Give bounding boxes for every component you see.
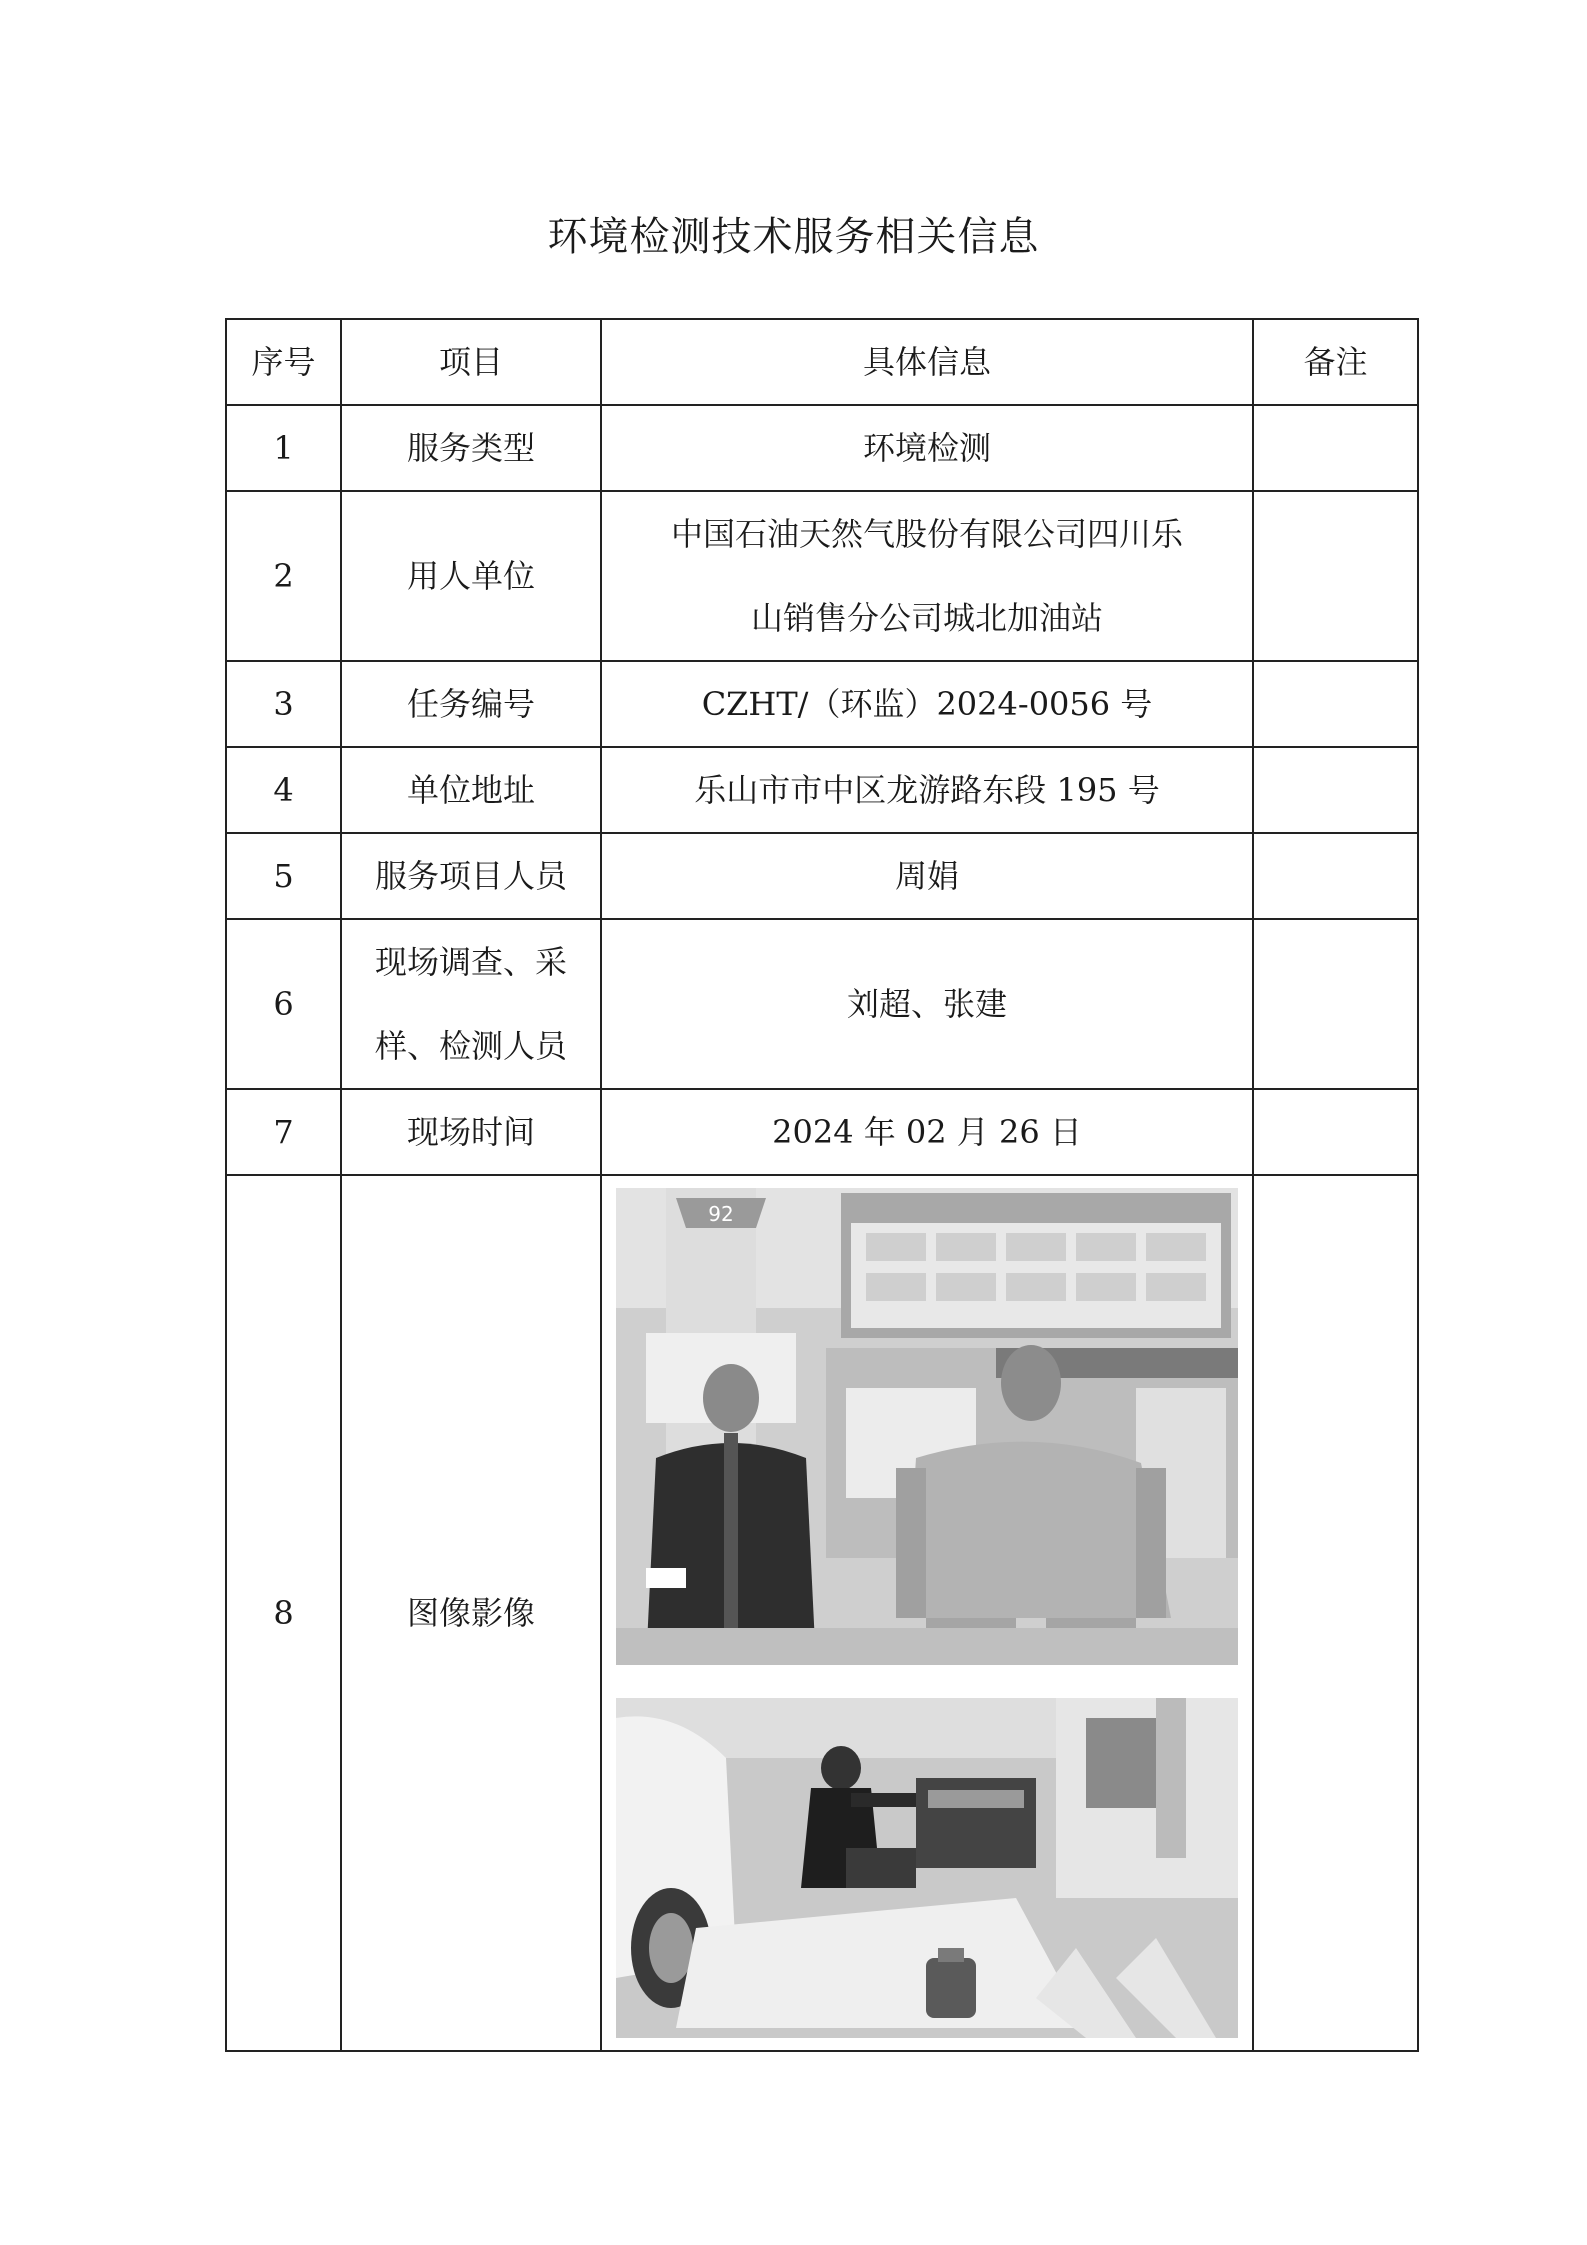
row-remark (1253, 747, 1418, 833)
row-remark (1253, 1089, 1418, 1175)
row-remark (1253, 661, 1418, 747)
row-item: 用人单位 (341, 491, 601, 661)
row-info: 乐山市市中区龙游路东段 195 号 (601, 747, 1253, 833)
row-info: CZHT/（环监）2024-0056 号 (601, 661, 1253, 747)
header-remark: 备注 (1253, 319, 1418, 405)
table-row (226, 1089, 1418, 1175)
row-info-line2: 山销售分公司城北加油站 (750, 599, 1103, 637)
header-item: 项目 (341, 319, 601, 405)
row-no: 7 (226, 1089, 341, 1175)
row-no: 6 (226, 919, 341, 1089)
row-item-line2: 样、检测人员 (374, 1027, 567, 1065)
row-remark (1253, 491, 1418, 661)
row-remark (1253, 405, 1418, 491)
row-no: 8 (226, 1175, 341, 2051)
row-remark (1253, 1175, 1418, 2051)
row-no: 4 (226, 747, 341, 833)
document-title: 环境检测技术服务相关信息 (547, 214, 1040, 260)
row-item: 单位地址 (341, 747, 601, 833)
row-no: 1 (226, 405, 341, 491)
row-info: 周娟 (601, 833, 1253, 919)
row-photos (601, 1175, 1253, 2051)
table-header-row (226, 319, 1418, 405)
pump-sign-92: 92 (708, 1202, 734, 1226)
row-no: 2 (226, 491, 341, 661)
table-row (226, 1175, 1418, 2051)
table-row (226, 919, 1418, 1089)
table-row (226, 405, 1418, 491)
row-item (341, 919, 601, 1089)
row-info: 2024 年 02 月 26 日 (601, 1089, 1253, 1175)
row-item: 服务项目人员 (341, 833, 601, 919)
header-info: 具体信息 (601, 319, 1253, 405)
row-info: 环境检测 (601, 405, 1253, 491)
row-info: 刘超、张建 (601, 919, 1253, 1089)
row-item-line1: 现场调查、采 (374, 943, 567, 981)
photo-workers-image (616, 1188, 1238, 1665)
row-no: 3 (226, 661, 341, 747)
table-row (226, 747, 1418, 833)
row-info-line1: 中国石油天然气股份有限公司四川乐 (670, 515, 1183, 553)
header-no: 序号 (226, 319, 341, 405)
table-row (226, 833, 1418, 919)
row-remark (1253, 833, 1418, 919)
photo-sampling-image (616, 1698, 1238, 2038)
row-item: 图像影像 (341, 1175, 601, 2051)
row-info (601, 491, 1253, 661)
table-row (226, 661, 1418, 747)
row-item: 任务编号 (341, 661, 601, 747)
row-item: 现场时间 (341, 1089, 601, 1175)
table-row (226, 491, 1418, 661)
row-remark (1253, 919, 1418, 1089)
row-item: 服务类型 (341, 405, 601, 491)
row-no: 5 (226, 833, 341, 919)
info-table (225, 318, 1419, 2052)
